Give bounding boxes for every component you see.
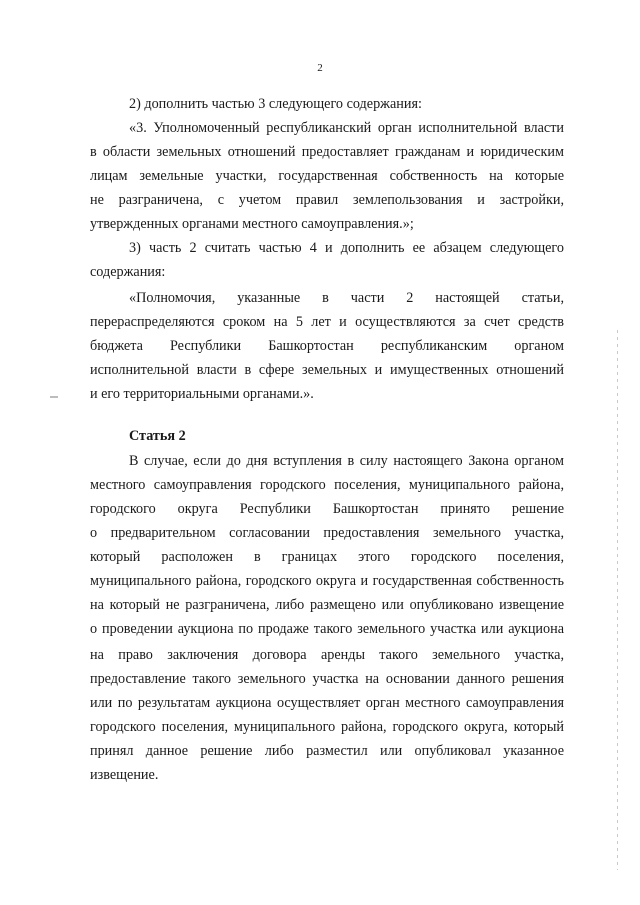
- quote-3-line-4: не разграничена, с учетом правил землепользования и застройки,: [90, 192, 564, 208]
- quote-3-line-3: лицам земельные участки, государственная собственность на которые: [90, 168, 564, 184]
- article-2-line-14: извещение.: [90, 767, 159, 783]
- powers-quote-line-4: исполнительной власти в сфере земельных и имущественных отношений: [90, 362, 564, 378]
- article-2-line-1: В случае, если до дня вступления в силу настоящего Закона органом: [129, 453, 564, 469]
- article-2-line-3: городского округа Республики Башкортостан принято решение: [90, 501, 564, 517]
- article-2-line-8: о проведении аукциона по продаже такого земельного участка или аукциона: [90, 621, 564, 637]
- article-2-line-4: о предварительном согласовании предоставления земельного участка,: [90, 525, 564, 541]
- article-2-line-7: на который не разграничена, либо размещено или опубликовано извещение: [90, 597, 564, 613]
- article-2-line-13: принял данное решение либо разместил или опубликовал указанное: [90, 743, 564, 759]
- article-2-line-6: муниципального района, городского округа и государственная собственность: [90, 573, 564, 589]
- article-2-line-5: который расположен в границах этого городского поселения,: [90, 549, 564, 565]
- article-2-line-10: предоставление такого земельного участка на основании данного решения: [90, 671, 564, 687]
- scan-edge-artifact: [617, 330, 618, 870]
- quote-3-line-5: утвержденных органами местного самоуправления.»;: [90, 216, 414, 232]
- scan-mark-artifact: [50, 396, 58, 398]
- item-2-text: 2) дополнить частью 3 следующего содержания:: [129, 96, 422, 112]
- article-2-line-9: на право заключения договора аренды такого земельного участка,: [90, 647, 564, 663]
- powers-quote-line-3: бюджета Республики Башкортостан республиканским органом: [90, 338, 564, 354]
- item-3-line-2: содержания:: [90, 264, 166, 280]
- powers-quote-line-5: и его территориальными органами.».: [90, 386, 314, 402]
- quote-3-line-2: в области земельных отношений предоставляет гражданам и юридическим: [90, 144, 564, 160]
- article-2-heading: Статья 2: [129, 428, 186, 444]
- item-3-line-1: 3) часть 2 считать частью 4 и дополнить ее абзацем следующего: [129, 240, 564, 256]
- powers-quote-line-1: «Полномочия, указанные в части 2 настоящей статьи,: [129, 290, 564, 306]
- page-number: 2: [317, 62, 323, 74]
- powers-quote-line-2: перераспределяются сроком на 5 лет и осуществляются за счет средств: [90, 314, 564, 330]
- article-2-line-11: или по результатам аукциона осуществляет орган местного самоуправления: [90, 695, 564, 711]
- article-2-line-12: городского поселения, муниципального района, городского округа, который: [90, 719, 564, 735]
- quote-3-line-1: «3. Уполномоченный республиканский орган исполнительной власти: [129, 120, 564, 136]
- article-2-line-2: местного самоуправления городского поселения, муниципального района,: [90, 477, 564, 493]
